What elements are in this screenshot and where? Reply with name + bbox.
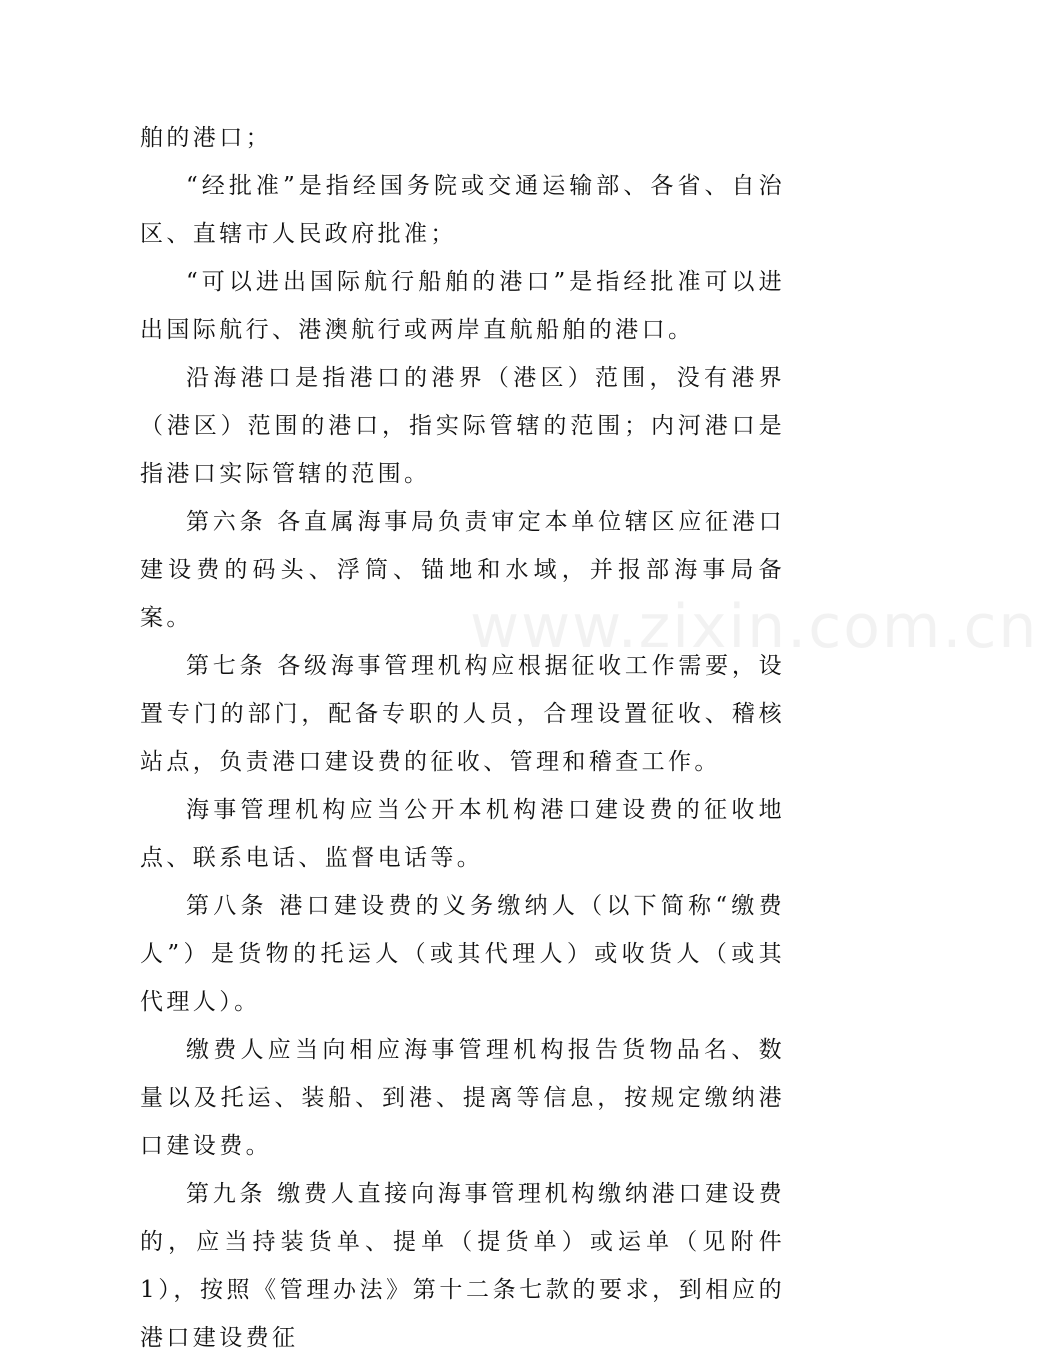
article-6-paragraph: 第六条 各直属海事局负责审定本单位辖区应征港口建设费的码头、浮筒、锚地和水域，并报部海事局备案。 [140,509,785,631]
paragraph-9: 缴费人应当向相应海事管理机构报告货物品名、数量以及托运、装船、到港、提离等信息，按规定缴纳港口建设费。 [140,1037,785,1159]
paragraph-3: “可以进出国际航行船舶的港口”是指经批准可以进出国际航行、港澳航行或两岸直航船舶的港口。 [140,269,785,343]
article-7-paragraph: 第七条 各级海事管理机构应根据征收工作需要，设置专门的部门，配备专职的人员，合理设置征收、稽核站点，负责港口建设费的征收、管理和稽查工作。 [140,653,785,775]
article-9-paragraph: 第九条 缴费人直接向海事管理机构缴纳港口建设费的，应当持装货单、提单（提货单）或运单（见附件1），按照《管理办法》第十二条七款的要求，到相应的港口建设费征 [140,1181,785,1351]
document-body [140,114,785,1362]
watermark: www.zixin.com.cn [470,592,1038,662]
paragraph-2: “经批准”是指经国务院或交通运输部、各省、自治区、直辖市人民政府批准； [140,173,785,247]
paragraph-4: 沿海港口是指港口的港界（港区）范围，没有港界（港区）范围的港口，指实际管辖的范围；内河港口是指港口实际管辖的范围。 [140,365,785,487]
paragraph-7: 海事管理机构应当公开本机构港口建设费的征收地点、联系电话、监督电话等。 [140,797,785,871]
article-8-paragraph: 第八条 港口建设费的义务缴纳人（以下简称“缴费人”）是货物的托运人（或其代理人）或收货人（或其代理人）。 [140,893,785,1015]
paragraph-1: 舶的港口； [140,125,272,151]
